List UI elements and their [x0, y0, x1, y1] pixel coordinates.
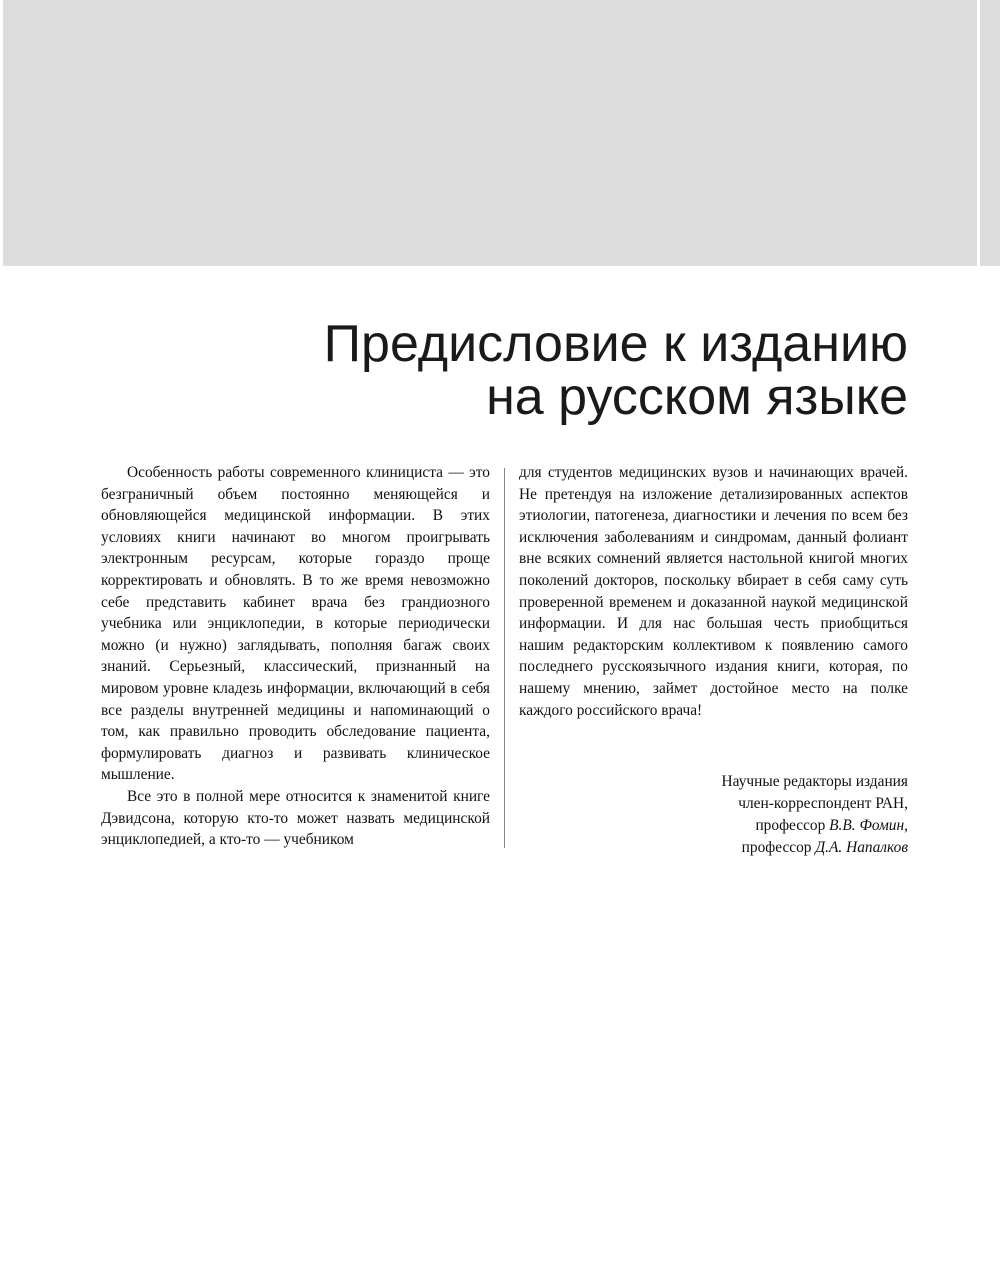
- paragraph-2: Все это в полной мере относится к знаменитой книге Дэвидсона, которую кто-то может назвать медицинской энциклопедией, а кто-то — учебником: [101, 787, 490, 849]
- signature-line-4-prefix: профессор: [741, 839, 816, 856]
- column-divider: [504, 468, 505, 848]
- signature-line-3-suffix: ,: [904, 817, 908, 834]
- page-title: [108, 315, 908, 426]
- paragraph-1: Особенность работы современного клинициста — это безграничный объем постоянно меняющейся и обновляющейся медицинской информации. В этих условиях книги начинают во многом проигрывать электронным ресурсам, которые гораздо проще корректировать и обновлять. В то же время невозможно себе представить кабинет врача без грандиозного учебника или энциклопедии, в которые периодически можно (и нужно) заглядывать, пополняя багаж своих знаний. Серьезный, классический, признанный на мировом уровне кладезь информации, включающий в себя все разделы внутренней медицины и напоминающий о том, как правильно проводить обследование пациента, формулировать диагноз и развивать клиническое мышление.: [101, 464, 490, 784]
- signature-line-4: [519, 837, 908, 859]
- signature-line-1: Научные редакторы издания: [721, 773, 908, 790]
- editors-signature: [519, 771, 908, 859]
- signature-name-fomin: В.В. Фомин: [829, 817, 905, 834]
- header-band: [0, 0, 977, 266]
- signature-line-2: член-корреспондент РАН,: [738, 795, 908, 812]
- text-column-right: [519, 462, 908, 721]
- text-column-left: [101, 462, 490, 851]
- signature-name-napalkov: Д.А. Напалков: [815, 839, 908, 856]
- page-title-line-1: Предисловие к изданию: [323, 315, 908, 373]
- signature-line-3-prefix: профессор: [755, 817, 830, 834]
- paragraph-2-continued: для студентов медицинских вузов и начинающих врачей. Не претендуя на изложение детализированных аспектов этиологии, патогенеза, диагностики и лечения по всем без исключения заболеваниям и синдромам, данный фолиант вне всяких сомнений является настольной книгой многих поколений докторов, поскольку вбирает в себя саму суть проверенной временем и доказанной наукой медицинской информации. И для нас большая честь приобщиться нашим редакторским коллективом к появлению самого последнего русскоязычного издания книги, которая, по нашему мнению, займет достойное место на полке каждого российского врача!: [519, 464, 908, 719]
- page-title-line-2: на русском языке: [486, 368, 908, 426]
- signature-line-3: [519, 815, 908, 837]
- header-band-right: [980, 0, 1000, 266]
- header-band-left-edge: [0, 0, 3, 266]
